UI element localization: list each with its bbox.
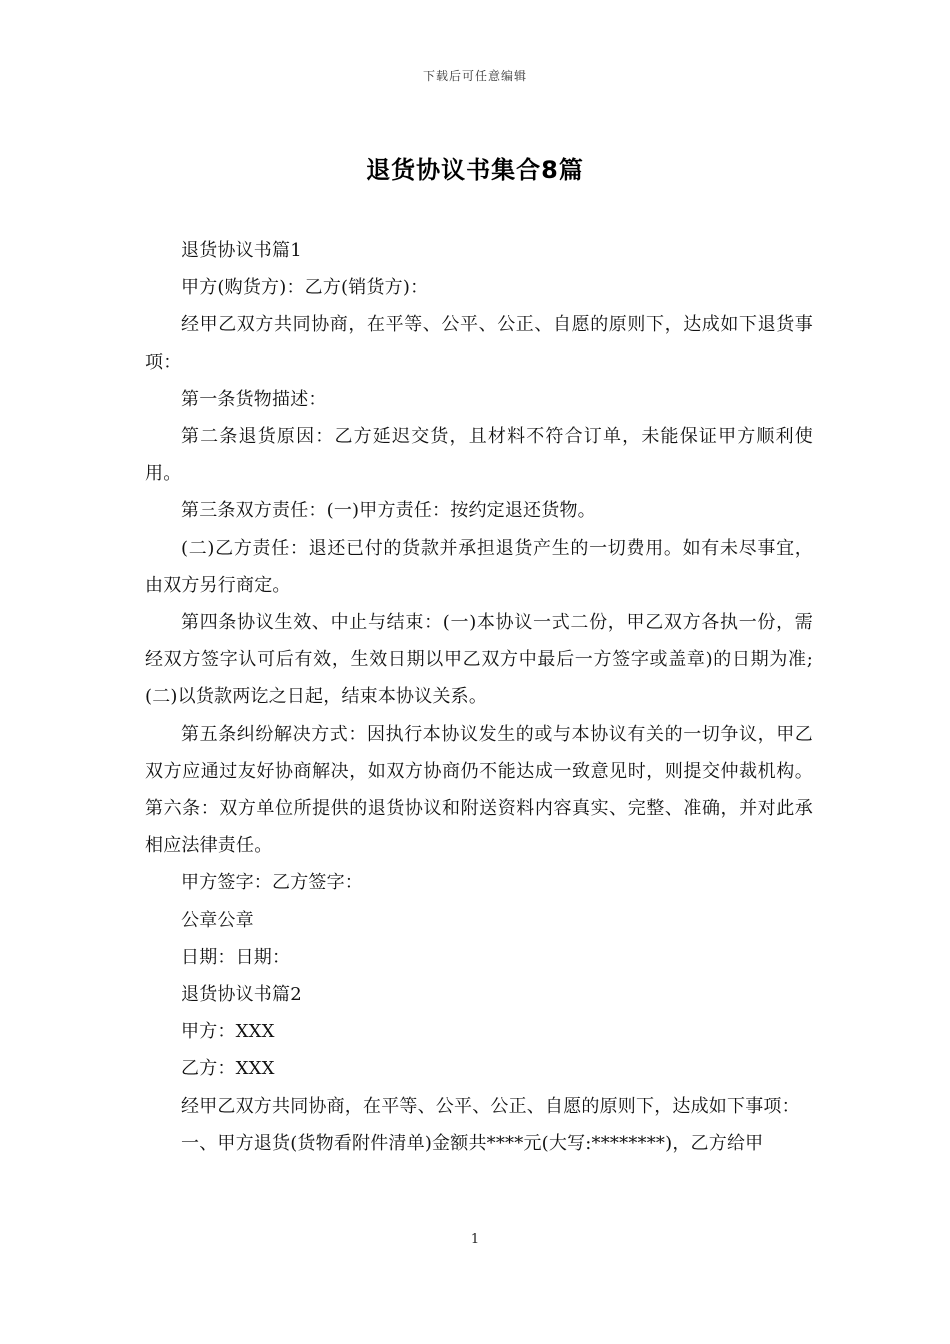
document-body (145, 232, 813, 1162)
paragraph-section-heading-2: 退货协议书篇2 (181, 984, 302, 1006)
paragraph-article-1: 第一条货物描述： (181, 388, 327, 410)
download-note: 下载后可任意编辑 (422, 69, 527, 83)
paragraph-seals: 公章公章 (181, 909, 254, 931)
paragraph-party-a: 甲方：XXX (181, 1021, 275, 1043)
page-number: 1 (470, 1232, 480, 1247)
paragraph-signatures: 甲方签字：乙方签字： (181, 872, 363, 894)
paragraph-article-4: 第四条协议生效、中止与结束：(一)本协议一式二份，甲乙双方各执一份，需经双方签字认可后有效，生效日期以甲乙双方中最后一方签字或盖章)的日期为准;(二)以货款两讫之日起，结束本协议关系。 (145, 612, 813, 708)
paragraph-party-b: 乙方：XXX (181, 1058, 275, 1080)
paragraph-article-5: 第五条纠纷解决方式：因执行本协议发生的或与本协议有关的一切争议，甲乙双方应通过友好协商解决，如双方协商仍不能达成一致意见时，则提交仲裁机构。第六条：双方单位所提供的退货协议和附送资料内容真实、完整、准确，并对此承相应法律责任。 (145, 723, 813, 857)
paragraph-item-1: 一、甲方退货(货物看附件清单)金额共****元(大写:********)，乙方给甲 (181, 1132, 764, 1154)
document-title: 退货协议书集合8篇 (366, 156, 584, 184)
paragraph-intro-2: 经甲乙双方共同协商，在平等、公平、公正、自愿的原则下，达成如下事项： (181, 1095, 800, 1117)
paragraph-article-3-part-2: (二)乙方责任：退还已付的货款并承担退货产生的一切费用。如有未尽事宜，由双方另行商定。 (145, 537, 813, 596)
paragraph-section-heading-1: 退货协议书篇1 (181, 240, 302, 261)
paragraph-dates: 日期：日期： (181, 946, 291, 968)
paragraph-intro: 经甲乙双方共同协商，在平等、公平、公正、自愿的原则下，达成如下退货事项： (145, 314, 813, 373)
paragraph-parties: 甲方(购货方)：乙方(销货方)： (181, 277, 429, 299)
paragraph-article-3: 第三条双方责任：(一)甲方责任：按约定退还货物。 (181, 500, 596, 522)
paragraph-article-2: 第二条退货原因：乙方延迟交货，且材料不符合订单，未能保证甲方顺利使用。 (145, 426, 813, 485)
